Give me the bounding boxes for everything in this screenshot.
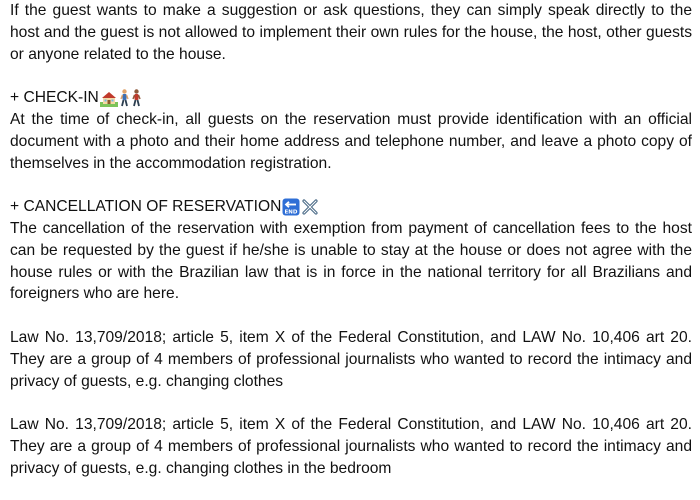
cancellation-heading bbox=[10, 196, 692, 218]
paragraph-gap bbox=[10, 174, 692, 196]
law-paragraph: Law No. 13,709/2018; article 5, item X of the Federal Constitution, and LAW No. 10,406 art 20. They are a group of 4 members of professional journalists who wanted to record the intimacy and privacy of guests, e.g. changing clothes in the bedroom bbox=[10, 416, 692, 477]
end-icon-text: END bbox=[284, 209, 298, 216]
cancellation-heading-label: + CANCELLATION OF RESERVATION bbox=[10, 198, 282, 216]
law-paragraph: Law No. 13,709/2018; article 5, item X of the Federal Constitution, and LAW No. 10,406 art 20. They are a group of 4 members of professional journalists who wanted to record the intimacy and privacy of guests, e.g. changing clothes bbox=[10, 328, 692, 390]
checkin-heading-label: + CHECK-IN bbox=[10, 89, 99, 107]
document-page bbox=[10, 0, 692, 480]
paragraph-gap bbox=[10, 305, 692, 327]
paragraph-gap bbox=[10, 392, 692, 414]
cancellation-paragraph: The cancellation of the reservation with exemption from payment of cancellation fees to the host can be requested by the guest if he/she is unable to stay at the house or does not agree with the house rules or with the Brazilian law that is in force in the national territory for all Brazilians and foreigners who are here. bbox=[10, 219, 692, 303]
checkin-paragraph: At the time of check-in, all guests on the reservation must provide identification with an official document with a photo and their home address and telephone number, and leave a photo copy of themselves in the accommodation registration. bbox=[10, 110, 692, 172]
cross-mark-icon bbox=[301, 198, 319, 216]
end-arrow-icon bbox=[282, 198, 300, 216]
person-walking-icon bbox=[119, 89, 130, 107]
paragraph-gap bbox=[10, 65, 692, 87]
checkin-heading bbox=[10, 87, 692, 109]
intro-paragraph: If the guest wants to make a suggestion or ask questions, they can simply speak directly to the host and the guest is not allowed to implement their own rules for the house, the host, other guests or anyone related to the house. bbox=[10, 2, 692, 63]
person-walking-icon bbox=[131, 89, 142, 107]
house-with-garden-icon bbox=[100, 89, 118, 107]
